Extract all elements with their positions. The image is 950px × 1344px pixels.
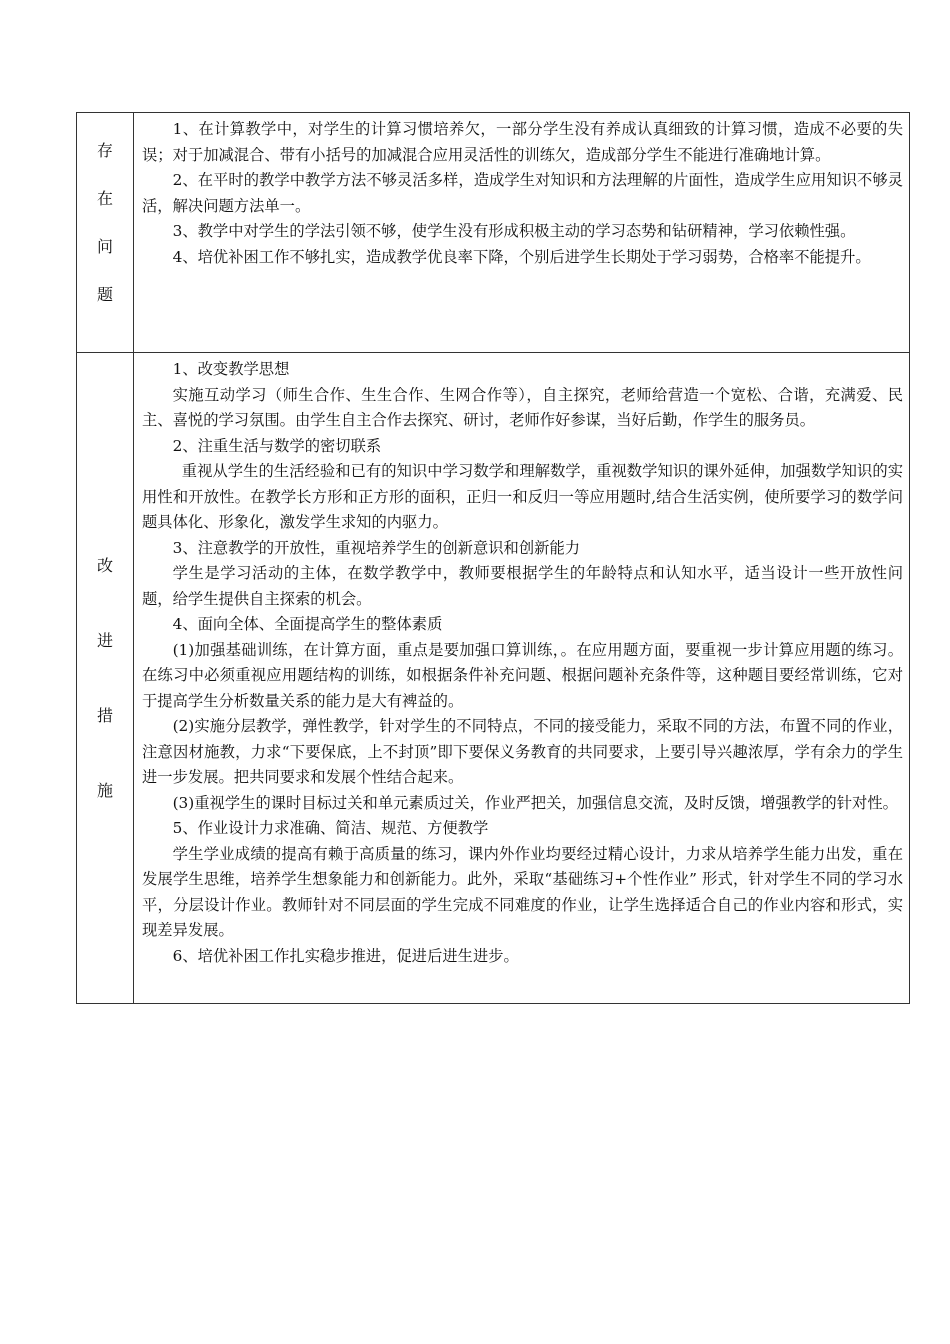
paragraph: 6、培优补困工作扎实稳步推进，促进后进生进步。 (172, 946, 519, 965)
table-row-existing-problems (77, 113, 910, 353)
paragraph: 2、在平时的教学中教学方法不够灵活多样，造成学生对知识和方法理解的片面性，造成学生应用知识不够灵活，解决问题方法单一。 (142, 171, 903, 215)
paragraph-heading: 5、作业设计力求准确、简洁、规范、方便教学 (172, 819, 489, 837)
paragraph: 学生学业成绩的提高有赖于高质量的练习，课内外作业均要经过精心设计，力求从培养学生能力出发，重在发展学生思维，培养学生想象能力和创新能力。此外，采取“基础练习+个性作业” 形式，针对学生不同的学习水平，分层设计作业。教师针对不同层面的学生完成不同难度的作业，让学生选择适合自己的作业内容和形式，实现差异发展。 (142, 844, 903, 939)
paragraph-heading: 1、改变教学思想 (172, 360, 290, 378)
paragraph: 1、在计算教学中，对学生的计算习惯培养欠，一部分学生没有养成认真细致的计算习惯，造成不必要的失误；对于加减混合、带有小括号的加减混合应用灵活性的训练欠，造成部分学生不能进行准确地计算。 (142, 120, 903, 164)
section-label-cell (77, 113, 134, 353)
label-char: 在 (96, 189, 113, 208)
paragraph: 实施互动学习（师生合作、生生合作、生网合作等），自主探究，老师给营造一个宽松、合谐，充满爱、民主、喜悦的学习氛围。由学生自主合作去探究、研讨，老师作好参谋，当好后勤，作学生的服务员。 (142, 385, 903, 429)
paragraph-heading: 4、面向全体、全面提高学生的整体素质 (172, 615, 443, 633)
section-label (77, 113, 133, 319)
paragraph: (2)实施分层教学，弹性教学，针对学生的不同特点，不同的接受能力，采取不同的方法，布置不同的作业，注意因材施教，力求“下要保底，上不封顶”即下要保义务教育的共同要求，上要引导兴趣浓厚，学有余力的学生进一步发展。把共同要求和发展个性结合起来。 (142, 717, 903, 786)
paragraph-heading: 3、注意教学的开放性，重视培养学生的创新意识和创新能力 (172, 538, 581, 557)
label-char: 措 (96, 706, 113, 725)
label-char: 存 (96, 141, 113, 160)
table-row-improvement-measures (77, 353, 910, 1004)
paragraph: (3)重视学生的课时目标过关和单元素质过关，作业严把关，加强信息交流，及时反馈，增强教学的针对性。 (172, 793, 898, 812)
label-char: 施 (96, 781, 113, 800)
paragraph: 3、教学中对学生的学法引领不够，使学生没有形成积极主动的学习态势和钻研精神，学习依赖性强。 (172, 222, 856, 240)
label-char: 进 (96, 631, 113, 650)
report-table (76, 112, 910, 1004)
section-label-cell (77, 353, 134, 1004)
label-char: 题 (96, 285, 113, 304)
label-char: 改 (96, 556, 113, 575)
paragraph: 学生是学习活动的主体，在数学教学中，教师要根据学生的年龄特点和认知水平，适当设计一些开放性问题，给学生提供自主探索的机会。 (142, 564, 903, 608)
paragraph: 重视从学生的生活经验和已有的知识中学习数学和理解数学，重视数学知识的课外延伸，加强数学知识的实用性和开放性。在教学长方形和正方形的面积，正归一和反归一等应用题时,结合生活实例，使所要学习的数学问题具体化、形象化，激发学生求知的内驱力。 (142, 462, 903, 531)
paragraph: 4、培优补困工作不够扎实，造成教学优良率下降，个别后进学生长期处于学习弱势，合格率不能提升。 (172, 247, 871, 266)
paragraph-heading: 2、注重生活与数学的密切联系 (172, 436, 382, 455)
section-label (77, 353, 133, 1003)
section-content-cell (134, 353, 910, 1004)
section-content-cell (134, 113, 910, 353)
paragraph: (1)加强基础训练，在计算方面，重点是要加强口算训练，。在应用题方面，要重视一步计算应用题的练习。在练习中必须重视应用题结构的训练，如根据条件补充问题、根据问题补充条件等，这种题目要经常训练，它对于提高学生分析数量关系的能力是大有裨益的。 (142, 640, 903, 710)
label-char: 问 (96, 237, 113, 256)
